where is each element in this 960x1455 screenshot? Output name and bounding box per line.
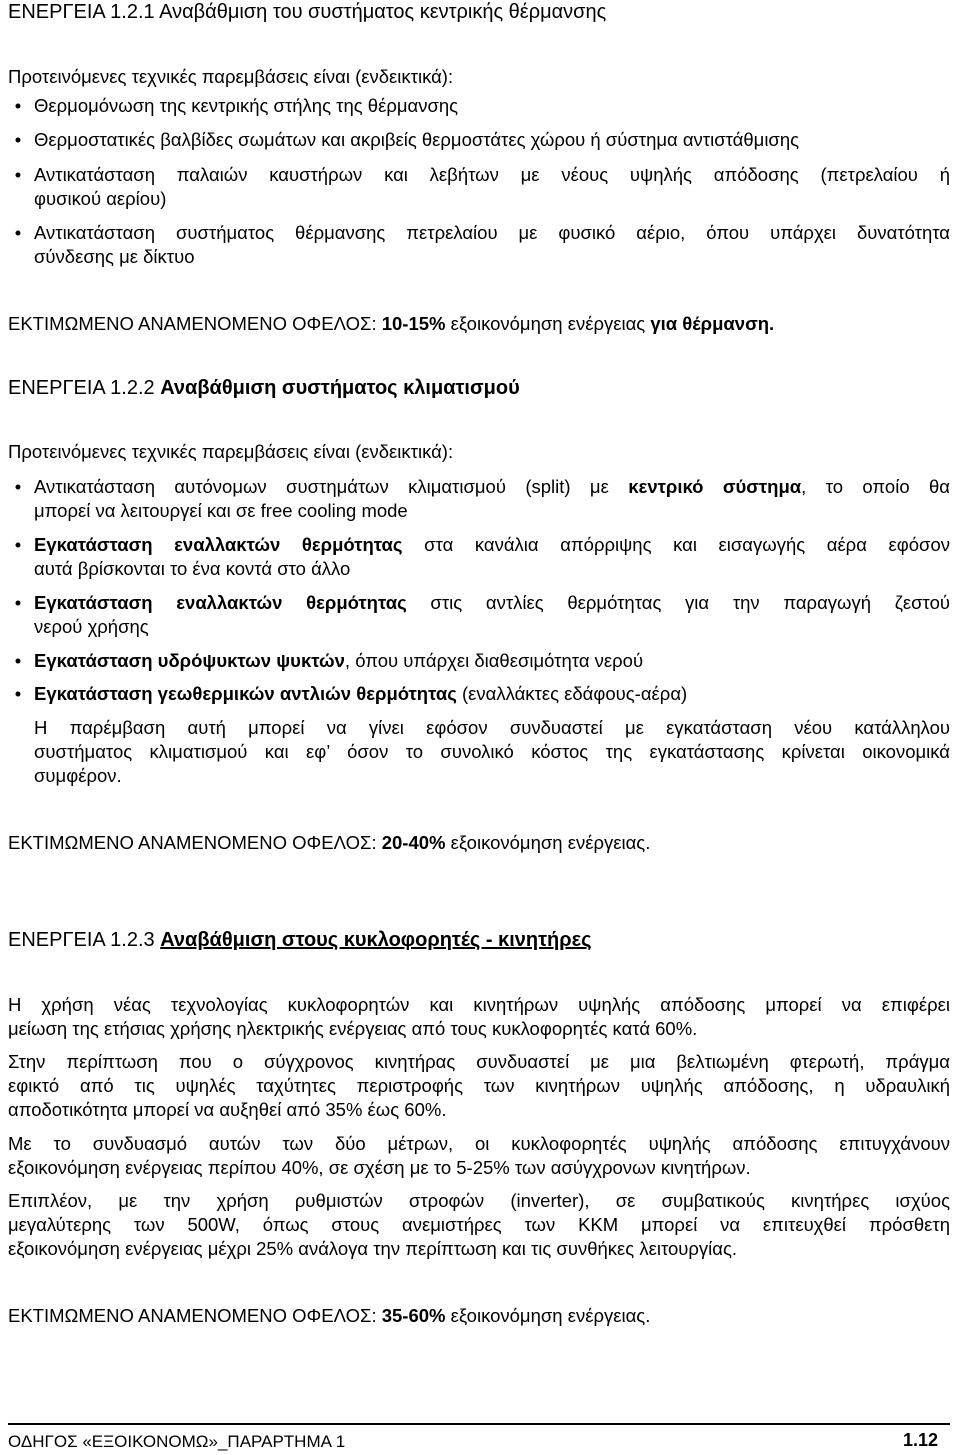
- section-number: ΕΝΕΡΓΕΙΑ 1.2.2: [8, 377, 161, 399]
- list-item-text: στις αντλίες θερμότητας για την παραγωγή ζεστού: [406, 592, 950, 613]
- bullet-icon: •: [14, 129, 22, 150]
- list-item: [34, 475, 950, 499]
- section-title-1-2-1: ΕΝΕΡΓΕΙΑ 1.2.1 Αναβάθμιση του συστήματος κεντρικής θέρμανσης: [8, 1, 607, 23]
- list-item: [34, 682, 687, 706]
- benefit-text: εξοικονόμηση ενέργειας.: [445, 832, 651, 853]
- list-item-text: , όπου υπάρχει διαθεσιμότητα νερού: [344, 650, 644, 671]
- page-footer: [8, 1423, 950, 1455]
- list-item-text: στα κανάλια απόρριψης και εισαγωγής αέρα εφόσον: [402, 534, 950, 555]
- section-intro: Προτεινόμενες τεχνικές παρεμβάσεις είναι (ενδεικτικά):: [8, 441, 454, 462]
- paragraph-line: Η χρήση νέας τεχνολογίας κυκλοφορητών και κινητήρων υψηλής απόδοσης μπορεί να επιφέρει: [8, 994, 950, 1015]
- footer-title: ΟΔΗΓΟΣ «ΕΞΟΙΚΟΝΟΜΩ»_ΠΑΡΑΡΤΗΜΑ 1: [8, 1432, 346, 1451]
- benefit-label: ΕΚΤΙΜΩΜΕΝΟ ΑΝΑΜΕΝΟΜΕΝΟ ΟΦΕΛΟΣ:: [8, 313, 382, 334]
- section-heading: Αναβάθμιση συστήματος κλιματισμού: [160, 377, 520, 399]
- section-title-1-2-3: [8, 928, 592, 952]
- list-item: [34, 533, 950, 557]
- page-number: 1.12: [902, 1430, 938, 1450]
- paragraph-line: Με το συνδυασμό αυτών των δύο μέτρων, οι κυκλοφορητές υψηλής απόδοσης επιτυγχάνουν: [8, 1133, 950, 1154]
- list-item: Θερμοστατικές βαλβίδες σωμάτων και ακριβείς θερμοστάτες χώρου ή σύστημα αντιστάθμισης: [34, 129, 800, 150]
- list-item-continued: φυσικού αερίου): [34, 188, 167, 209]
- benefit-label: ΕΚΤΙΜΩΜΕΝΟ ΑΝΑΜΕΝΟΜΕΝΟ ΟΦΕΛΟΣ:: [8, 1305, 382, 1326]
- benefit-value: 20-40%: [381, 832, 446, 853]
- benefit-label: ΕΚΤΙΜΩΜΕΝΟ ΑΝΑΜΕΝΟΜΕΝΟ ΟΦΕΛΟΣ:: [8, 832, 382, 853]
- paragraph-line: Η παρέμβαση αυτή μπορεί να γίνει εφόσον συνδυαστεί με εγκατάσταση νέου κατάλληλου: [34, 717, 950, 738]
- paragraph-line: εξοικονόμηση ενέργειας μέχρι 25% ανάλογα την περίπτωση και τις συνθήκες λειτουργίας.: [8, 1238, 738, 1259]
- benefit-line: [8, 831, 650, 855]
- paragraph-line: Επιπλέον, με την χρήση ρυθμιστών στροφών (inverter), σε συμβατικούς κινητήρες ισχύος: [8, 1190, 950, 1211]
- list-item-continued: μπορεί να λειτουργεί και σε free cooling mode: [34, 500, 408, 521]
- list-item-emphasis: Εγκατάσταση εναλλακτών θερμότητας: [34, 534, 403, 555]
- paragraph-line: συμφέρον.: [34, 765, 122, 786]
- list-item: Αντικατάσταση συστήματος θέρμανσης πετρελαίου με φυσικό αέριο, όπου υπάρχει δυνατότητα: [34, 222, 950, 243]
- benefit-line: [8, 1304, 650, 1328]
- section-title-1-2-2: [8, 376, 520, 400]
- list-item-continued: αυτά βρίσκονται το ένα κοντά στο άλλο: [34, 558, 351, 579]
- list-item: Θερμομόνωση της κεντρικής στήλης της θέρμανσης: [34, 95, 459, 116]
- list-item-emphasis: Εγκατάσταση εναλλακτών θερμότητας: [34, 592, 407, 613]
- section-intro: Προτεινόμενες τεχνικές παρεμβάσεις είναι (ενδεικτικά):: [8, 66, 454, 87]
- list-item-continued: νερού χρήσης: [34, 616, 149, 637]
- bullet-icon: •: [14, 534, 22, 555]
- list-item-text: Αντικατάσταση αυτόνομων συστημάτων κλιματισμού (split) με: [34, 476, 629, 497]
- bullet-icon: •: [14, 95, 22, 116]
- benefit-value: 10-15%: [381, 313, 446, 334]
- paragraph-line: εξοικονόμηση ενέργειας περίπου 40%, σε σχέση με το 5-25% των ασύγχρονων κινητήρων.: [8, 1157, 751, 1178]
- paragraph-line: συστήματος κλιματισμού και εφ’ όσον το συνολικό κόστος της εγκατάστασης κρίνεται οικονομικά: [34, 741, 950, 762]
- bullet-icon: •: [14, 164, 22, 185]
- list-item-emphasis: Εγκατάσταση γεωθερμικών αντλιών θερμότητας: [34, 683, 457, 704]
- list-item-text: (εναλλάκτες εδάφους-αέρα): [456, 683, 688, 704]
- list-item-continued: σύνδεσης με δίκτυο: [34, 246, 195, 267]
- list-item: Αντικατάσταση παλαιών καυστήρων και λεβήτων με νέους υψηλής απόδοσης (πετρελαίου ή: [34, 164, 950, 185]
- benefit-line: [8, 312, 774, 336]
- bullet-icon: •: [14, 592, 22, 613]
- list-item-emphasis: Εγκατάσταση υδρόψυκτων ψυκτών: [34, 650, 345, 671]
- bullet-icon: •: [14, 683, 22, 704]
- paragraph-line: Στην περίπτωση που ο σύγχρονος κινητήρας συνδυαστεί με μια βελτιωμένη φτερωτή, πράγμα: [8, 1051, 950, 1072]
- paragraph-line: εφικτό από τις υψηλές ταχύτητες περιστροφής των κινητήρων υψηλής απόδοσης, η υδραυλική: [8, 1075, 950, 1096]
- section-number: ΕΝΕΡΓΕΙΑ 1.2.3: [8, 929, 161, 951]
- list-item-text: , το οποίο θα: [801, 476, 950, 497]
- benefit-text: εξοικονόμηση ενέργειας: [445, 313, 651, 334]
- list-item-emphasis: κεντρικό σύστημα: [628, 476, 802, 497]
- paragraph-line: αποδοτικότητα μπορεί να αυξηθεί από 35% έως 60%.: [8, 1099, 447, 1120]
- bullet-icon: •: [14, 222, 22, 243]
- paragraph-line: μεγαλύτερης των 500W, όπως στους ανεμιστήρες των ΚΚΜ μπορεί να επιτευχθεί πρόσθετη: [8, 1214, 950, 1235]
- list-item: [34, 649, 643, 673]
- benefit-value: 35-60%: [381, 1305, 446, 1326]
- benefit-tail: για θέρμανση: [650, 313, 770, 334]
- section-heading: Αναβάθμιση στους κυκλοφορητές - κινητήρες: [160, 929, 592, 951]
- bullet-icon: •: [14, 650, 22, 671]
- benefit-dot: .: [769, 313, 775, 334]
- benefit-text: εξοικονόμηση ενέργειας.: [445, 1305, 651, 1326]
- paragraph-line: μείωση της ετήσιας χρήσης ηλεκτρικής ενέργειας από τους κυκλοφορητές κατά 60%.: [8, 1018, 698, 1039]
- bullet-icon: •: [14, 476, 22, 497]
- list-item: [34, 591, 950, 615]
